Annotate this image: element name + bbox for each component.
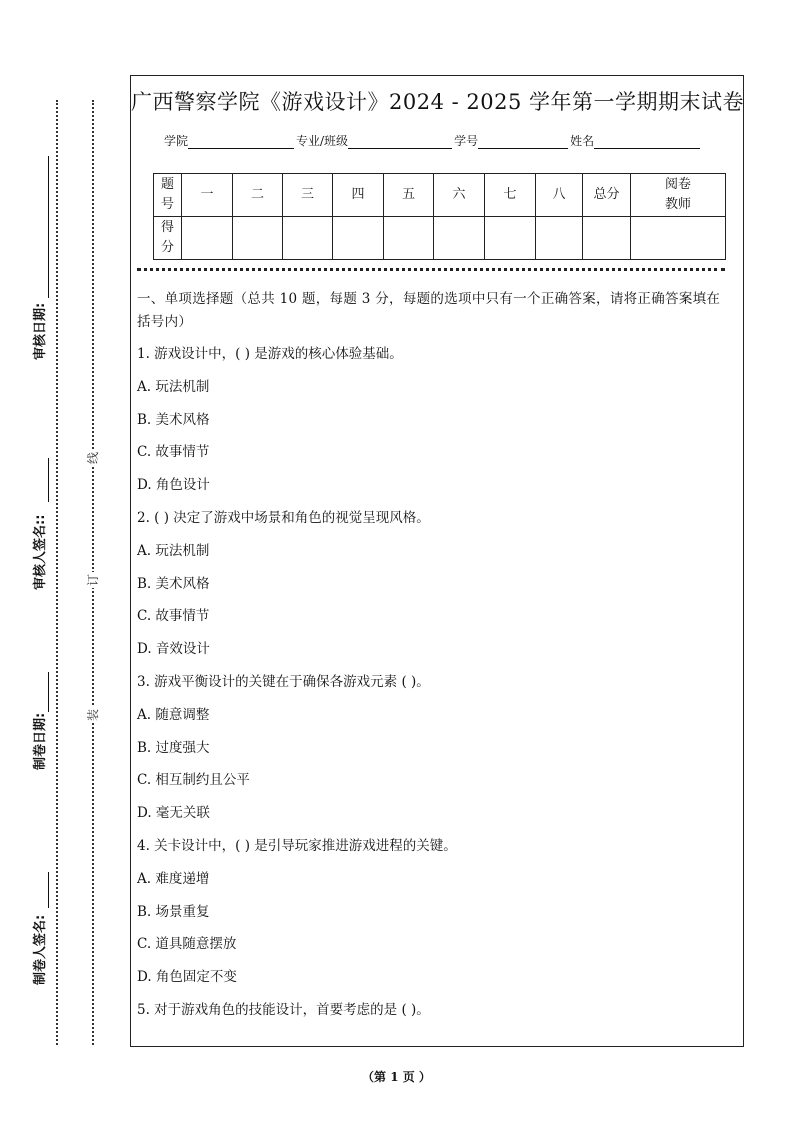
header-cell: 四 bbox=[333, 174, 384, 217]
header-cell: 总分 bbox=[583, 174, 631, 217]
score-cell[interactable] bbox=[485, 217, 536, 260]
question-4 bbox=[137, 830, 731, 994]
make-date-line[interactable] bbox=[48, 672, 49, 712]
header-cell: 二 bbox=[233, 174, 283, 217]
option-d: D. 角色设计 bbox=[137, 477, 210, 494]
maker-signature-line[interactable] bbox=[48, 872, 49, 908]
option-d: D. 音效设计 bbox=[137, 641, 210, 658]
review-date-label: 审核日期: bbox=[33, 302, 48, 360]
score-cell[interactable] bbox=[384, 217, 434, 260]
question-stem: 2. ( ) 决定了游戏中场景和角色的视觉呈现风格。 bbox=[137, 509, 430, 526]
option-d: D. 角色固定不变 bbox=[137, 969, 237, 986]
page-title: 广西警察学院《游戏设计》2024 - 2025 学年第一学期期末试卷 bbox=[131, 90, 745, 114]
score-cell[interactable] bbox=[233, 217, 283, 260]
question-stem: 1. 游戏设计中，( ) 是游戏的核心体验基础。 bbox=[137, 346, 403, 362]
exam-page-frame bbox=[130, 75, 744, 1047]
header-cell: 六 bbox=[434, 174, 485, 217]
student-info-fields bbox=[164, 132, 702, 149]
binding-char-xian: 线 bbox=[83, 450, 103, 466]
college-input[interactable] bbox=[188, 134, 294, 149]
option-a: A. 随意调整 bbox=[137, 706, 210, 723]
question-3 bbox=[137, 666, 731, 830]
score-cell[interactable] bbox=[631, 217, 726, 260]
question-stem: 5. 对于游戏角色的技能设计，首要考虑的是 ( )。 bbox=[137, 1001, 430, 1018]
score-cell[interactable] bbox=[434, 217, 485, 260]
name-label: 姓名 bbox=[570, 134, 595, 148]
section-single-choice bbox=[137, 288, 731, 1027]
college-label: 学院 bbox=[164, 134, 189, 148]
binding-char-ding: 订 bbox=[83, 572, 103, 588]
option-b: B. 美术风格 bbox=[137, 575, 210, 592]
make-date-label: 制卷日期: bbox=[33, 712, 48, 770]
option-b: B. 场景重复 bbox=[137, 903, 210, 920]
grader-header-cell: 阅卷教师 bbox=[631, 174, 726, 217]
question-2 bbox=[137, 502, 731, 666]
score-cell[interactable] bbox=[182, 217, 233, 260]
score-cell[interactable] bbox=[583, 217, 631, 260]
option-c: C. 故事情节 bbox=[137, 608, 210, 625]
option-c: C. 相互制约且公平 bbox=[137, 772, 250, 789]
option-c: C. 故事情节 bbox=[137, 444, 210, 461]
reviewer-signature-line[interactable] bbox=[48, 458, 49, 502]
question-number-label: 题号 bbox=[154, 174, 182, 217]
score-table bbox=[153, 173, 726, 260]
header-cell: 七 bbox=[485, 174, 536, 217]
score-table-header-row bbox=[154, 174, 726, 217]
section-heading: 一、单项选择题（总共 10 题，每题 3 分，每题的选项中只有一个正确答案，请将正确答案填在括号内） bbox=[137, 291, 721, 330]
header-cell: 五 bbox=[384, 174, 434, 217]
header-cell: 八 bbox=[536, 174, 583, 217]
binding-chars-strip bbox=[83, 90, 103, 1050]
option-a: A. 玩法机制 bbox=[137, 542, 210, 559]
student-id-input[interactable] bbox=[478, 134, 568, 149]
reviewer-signature-label: 审核人签名:: bbox=[33, 514, 48, 590]
score-cell[interactable] bbox=[283, 217, 333, 260]
maker-signature-label: 制卷人签名: bbox=[33, 914, 48, 985]
name-input[interactable] bbox=[594, 134, 700, 149]
option-a: A. 玩法机制 bbox=[137, 378, 210, 395]
option-d: D. 毫无关联 bbox=[137, 805, 210, 822]
major-class-input[interactable] bbox=[348, 134, 452, 149]
option-a: A. 难度递增 bbox=[137, 870, 210, 887]
binding-char-zhuang: 装 bbox=[83, 707, 103, 723]
major-class-label: 专业/班级 bbox=[296, 134, 349, 148]
question-5 bbox=[137, 994, 731, 1027]
review-date-line[interactable] bbox=[48, 156, 49, 298]
binding-signature-strip bbox=[26, 90, 56, 1050]
page-number: （第 1 页 ） bbox=[362, 1070, 431, 1084]
header-cell: 三 bbox=[283, 174, 333, 217]
student-id-label: 学号 bbox=[454, 134, 479, 148]
binding-dotted-line-outer bbox=[56, 100, 58, 1045]
question-stem: 3. 游戏平衡设计的关键在于确保各游戏元素 ( )。 bbox=[137, 673, 430, 690]
option-b: B. 过度强大 bbox=[137, 739, 210, 756]
score-cell[interactable] bbox=[333, 217, 384, 260]
header-cell: 一 bbox=[182, 174, 233, 217]
dotted-separator bbox=[137, 268, 725, 271]
question-1 bbox=[137, 338, 731, 502]
score-cell[interactable] bbox=[536, 217, 583, 260]
score-table-score-row bbox=[154, 217, 726, 260]
option-c: C. 道具随意摆放 bbox=[137, 936, 237, 953]
score-label: 得分 bbox=[154, 217, 182, 260]
option-b: B. 美术风格 bbox=[137, 411, 210, 428]
question-stem: 4. 关卡设计中，( ) 是引导玩家推进游戏进程的关键。 bbox=[137, 837, 457, 854]
